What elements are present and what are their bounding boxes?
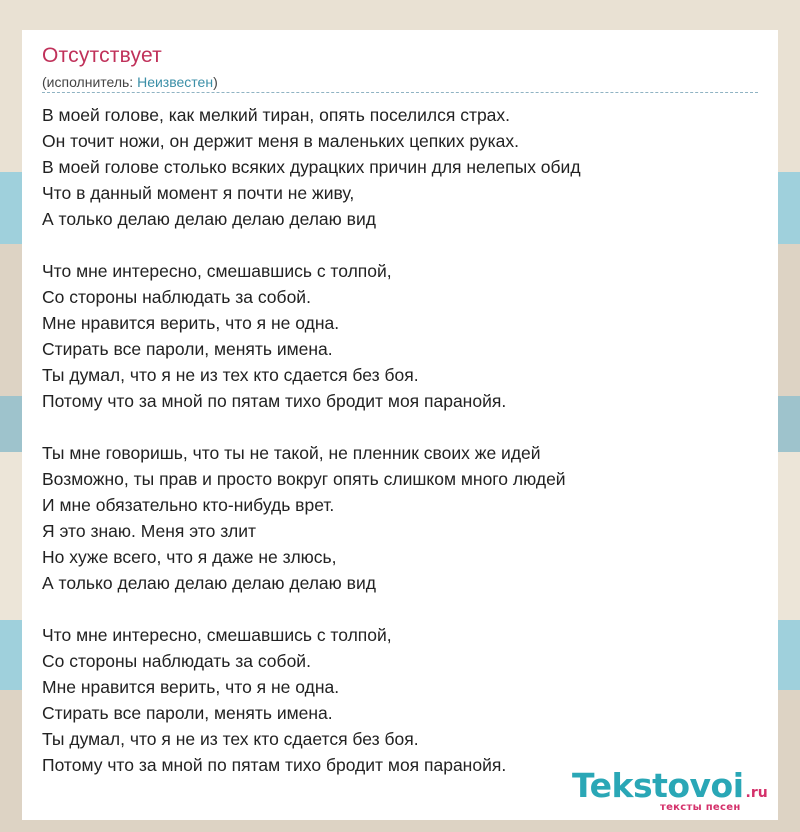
lyric-line: И мне обязательно кто-нибудь врет. [42,495,335,515]
lyric-line: Ты думал, что я не из тех кто сдается без боя. [42,365,419,385]
song-title: Отсутствует [42,44,162,67]
lyric-line: А только делаю делаю делаю делаю вид [42,209,376,229]
lyric-line: Что мне интересно, смешавшись с толпой, [42,625,392,645]
stanza-gap [42,414,762,440]
lyrics-text [42,102,762,778]
watermark-tagline: тексты песен [660,802,741,813]
lyric-line: Потому что за мной по пятам тихо бродит моя паранойя. [42,755,507,775]
lyric-line: Ты думал, что я не из тех кто сдается без боя. [42,729,419,749]
watermark-brand: Tekstovoi [572,766,744,805]
lyric-line: Он точит ножи, он держит меня в маленьких цепких руках. [42,131,519,151]
stanza-gap [42,596,762,622]
lyric-line: Что в данный момент я почти не живу, [42,183,355,203]
lyric-line: Стирать все пароли, менять имена. [42,703,333,723]
lyric-line: Со стороны наблюдать за собой. [42,651,311,671]
title-divider [42,92,758,93]
lyric-line: В моей голове, как мелкий тиран, опять поселился страх. [42,105,511,125]
lyric-line: В моей голове столько всяких дурацких причин для нелепых обид [42,157,581,177]
lyric-line: Что мне интересно, смешавшись с толпой, [42,261,392,281]
lyric-line: Мне нравится верить, что я не одна. [42,313,340,333]
lyrics-card [22,30,778,820]
artist-suffix: ) [213,74,218,90]
lyric-line: Мне нравится верить, что я не одна. [42,677,340,697]
lyric-line: Стирать все пароли, менять имена. [42,339,333,359]
lyric-line: Но хуже всего, что я даже не злюсь, [42,547,337,567]
artist-link[interactable]: Неизвестен [137,74,214,90]
watermark-domain: .ru [745,785,768,801]
lyric-line: Со стороны наблюдать за собой. [42,287,311,307]
lyric-line: Потому что за мной по пятам тихо бродит моя паранойя. [42,391,507,411]
lyric-line: Возможно, ты прав и просто вокруг опять слишком много людей [42,469,566,489]
lyric-line: А только делаю делаю делаю делаю вид [42,573,376,593]
stanza-gap [42,232,762,258]
artist-line [42,74,218,90]
lyric-line: Ты мне говоришь, что ты не такой, не пленник своих же идей [42,443,541,463]
lyric-line: Я это знаю. Меня это злит [42,521,257,541]
site-watermark-logo[interactable] [572,766,768,813]
artist-prefix: (исполнитель: [42,74,138,90]
